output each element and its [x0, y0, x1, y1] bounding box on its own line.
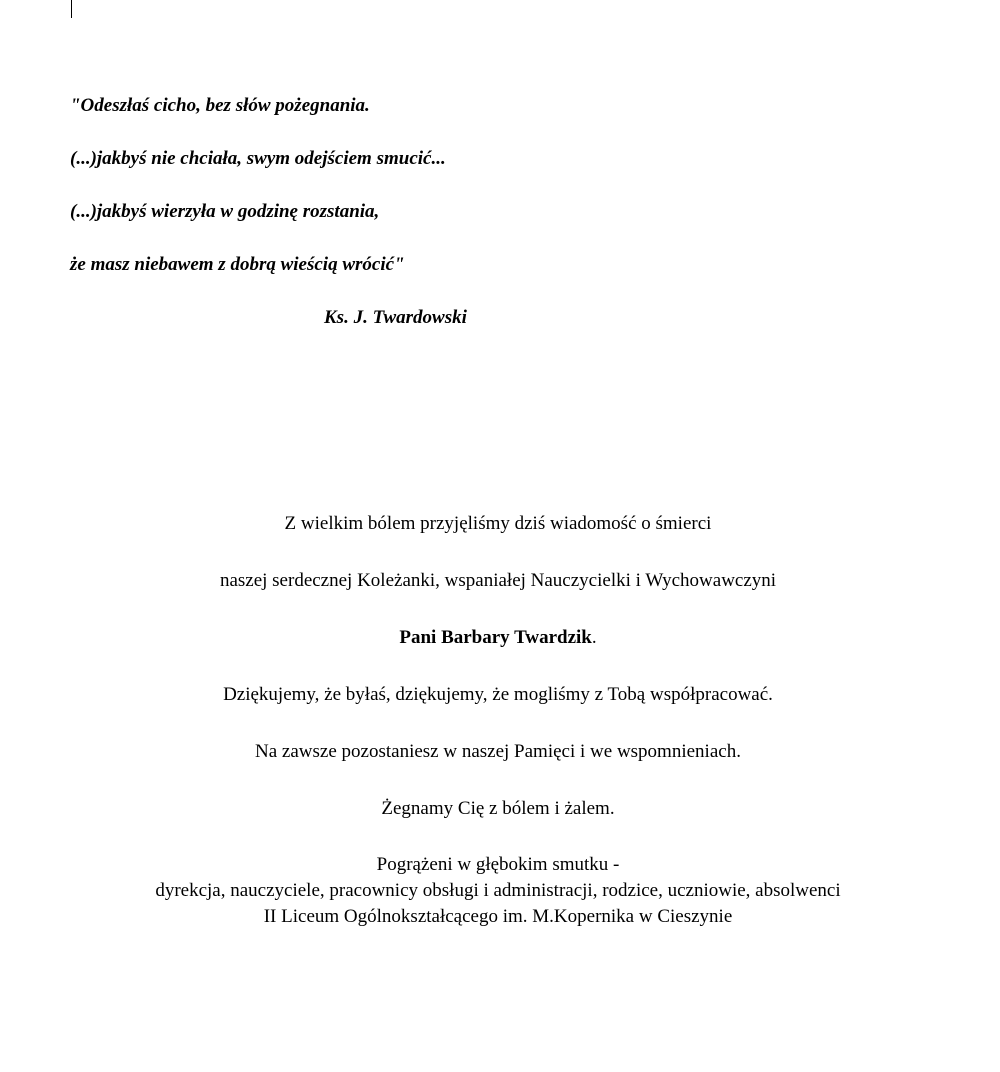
signature-line: Pogrążeni w głębokim smutku - — [376, 854, 620, 875]
quote-line: (...)jakbyś wierzyła w godzinę rozstania, — [70, 201, 380, 222]
quote-line: "Odeszłaś cicho, bez słów pożegnania. — [70, 95, 370, 116]
tribute-line: Żegnamy Cię z bólem i żalem. — [381, 798, 615, 819]
signature-line: dyrekcja, nauczyciele, pracownicy obsługi i administracji, rodzice, uczniowie, absolwenci — [155, 880, 841, 901]
quote-line: (...)jakbyś nie chciała, swym odejściem smucić... — [70, 148, 446, 169]
tribute-line: Z wielkim bólem przyjęliśmy dziś wiadomość o śmierci — [284, 513, 712, 534]
tribute-line: Dziękujemy, że byłaś, dziękujemy, że mogliśmy z Tobą współpracować. — [223, 684, 773, 705]
text-cursor — [71, 0, 72, 18]
signature-line: II Liceum Ogólnokształcącego im. M.Kopernika w Cieszynie — [263, 906, 733, 927]
quote-line: że masz niebawem z dobrą wieścią wrócić" — [70, 254, 405, 275]
poem-quote — [70, 92, 670, 331]
signature-block — [0, 852, 996, 930]
tribute-text — [0, 510, 996, 852]
deceased-name-line — [0, 624, 996, 651]
name-suffix: . — [591, 627, 597, 648]
tribute-line: Na zawsze pozostaniesz w naszej Pamięci i we wspomnieniach. — [255, 741, 741, 762]
quote-author: Ks. J. Twardowski — [324, 307, 467, 328]
deceased-name: Pani Barbary Twardzik — [399, 627, 592, 648]
tribute-line: naszej serdecznej Koleżanki, wspaniałej Nauczycielki i Wychowawczyni — [219, 570, 777, 591]
